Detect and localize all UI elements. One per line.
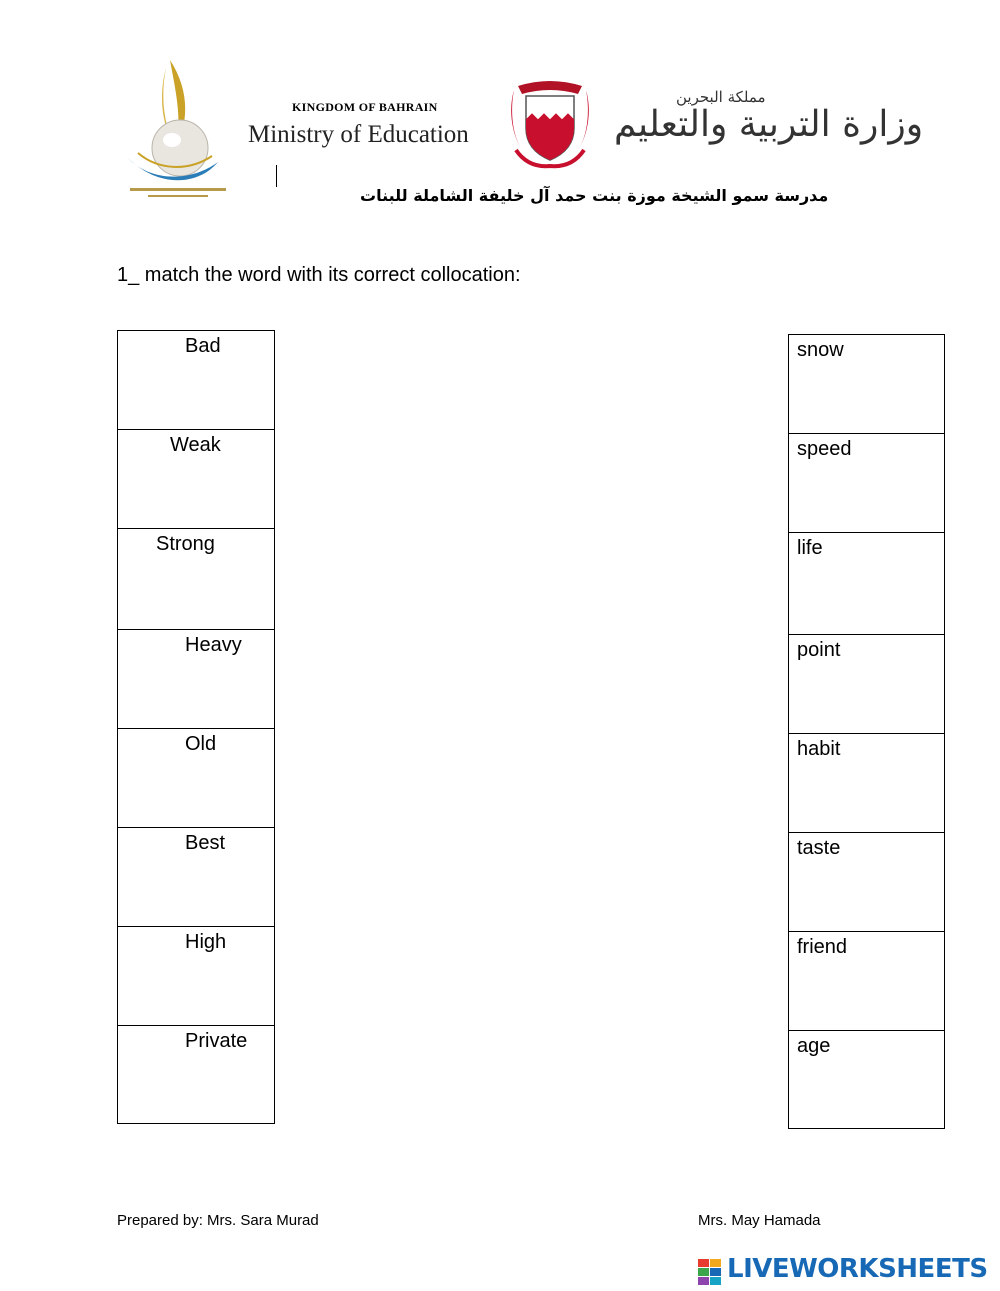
right-word: snow <box>797 339 844 361</box>
divider <box>276 165 277 187</box>
right-word: life <box>797 537 823 559</box>
right-word-box[interactable] <box>788 532 945 635</box>
left-word: Private <box>185 1030 248 1052</box>
ministry-title: Ministry of Education <box>248 121 469 148</box>
left-word-box[interactable] <box>117 629 275 729</box>
right-word: age <box>797 1035 831 1057</box>
left-word: Heavy <box>185 634 242 656</box>
left-word: High <box>185 931 227 953</box>
prepared-by: Prepared by: Mrs. Sara Murad <box>117 1212 319 1229</box>
arabic-kingdom-label: مملكة البحرين <box>676 88 766 106</box>
liveworksheets-wordmark: LIVEWORKSHEETS <box>727 1254 988 1284</box>
liveworksheets-logo[interactable] <box>697 1254 997 1290</box>
left-word-box[interactable] <box>117 827 275 927</box>
left-word: Old <box>185 733 217 755</box>
bahrain-emblem <box>508 80 592 170</box>
left-word-box[interactable] <box>117 330 275 430</box>
right-word-box[interactable] <box>788 931 945 1031</box>
second-teacher: Mrs. May Hamada <box>698 1212 821 1229</box>
school-logo <box>118 58 238 208</box>
right-word-box[interactable] <box>788 634 945 734</box>
kingdom-label: KINGDOM OF BAHRAIN <box>292 100 438 114</box>
left-word-box[interactable] <box>117 429 275 529</box>
liveworksheets-icon <box>697 1257 725 1287</box>
left-word-box[interactable] <box>117 926 275 1026</box>
left-word: Bad <box>185 335 221 357</box>
left-word: Weak <box>170 434 221 456</box>
school-name: مدرسة سمو الشيخة موزة بنت حمد آل خليفة الشاملة للبنات <box>360 186 829 205</box>
left-word-box[interactable] <box>117 528 275 630</box>
right-word: friend <box>797 936 848 958</box>
right-word: point <box>797 639 841 661</box>
left-word: Strong <box>156 533 215 555</box>
right-word-box[interactable] <box>788 733 945 833</box>
instruction-text: 1_ match the word with its correct collocation: <box>117 264 521 286</box>
arabic-ministry-title: وزارة التربية والتعليم <box>614 104 924 145</box>
right-word-box[interactable] <box>788 334 945 434</box>
right-word: speed <box>797 438 852 460</box>
left-word: Best <box>185 832 226 854</box>
right-word: habit <box>797 738 841 760</box>
right-word-box[interactable] <box>788 832 945 932</box>
left-word-box[interactable] <box>117 1025 275 1124</box>
left-word-box[interactable] <box>117 728 275 828</box>
right-word-box[interactable] <box>788 433 945 533</box>
right-word: taste <box>797 837 841 859</box>
right-word-box[interactable] <box>788 1030 945 1129</box>
